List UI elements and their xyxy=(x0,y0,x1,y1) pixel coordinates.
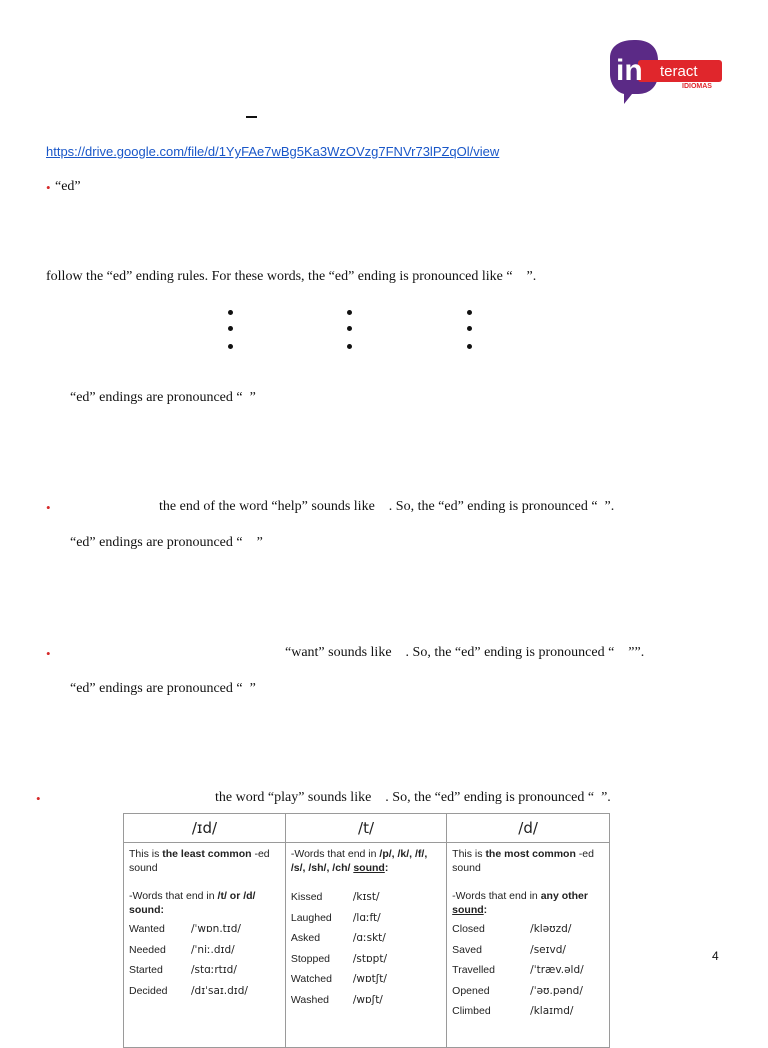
drive-link[interactable]: https://drive.google.com/file/d/1YyFAe7wBg5Ka3WzOVzg7FNVr73lPZqOl/view xyxy=(46,144,500,159)
ipa: /wɒtʃt/ xyxy=(352,973,387,986)
d-rule-b: any other xyxy=(540,890,588,902)
list-dot xyxy=(467,326,472,331)
title-dash xyxy=(246,116,257,118)
ipa: /ˈəʊ.pənd/ xyxy=(530,984,583,997)
ipa: /ˈwɒn.tɪd/ xyxy=(191,923,241,936)
ipa: /stɑːrtɪd/ xyxy=(191,964,237,977)
id-rule xyxy=(129,889,280,917)
word: Asked xyxy=(290,932,321,945)
logo-sub-text: IDIOMAS xyxy=(682,83,712,90)
id-rule-b: /t/ or /d/ sound: xyxy=(129,890,256,916)
ipa: /stɒpt/ xyxy=(352,952,387,965)
d-word-list xyxy=(452,919,604,1022)
list-item xyxy=(129,960,280,981)
d-rule-a: -Words that end in xyxy=(452,890,541,902)
word: Closed xyxy=(452,923,485,936)
list-dot xyxy=(467,310,472,315)
word: Started xyxy=(129,964,163,977)
t-rule-a: -Words that end in xyxy=(290,848,380,860)
list-dot xyxy=(347,310,352,315)
d-desc-a: This is xyxy=(452,848,486,860)
cell-d xyxy=(447,843,610,1048)
list-item xyxy=(452,919,604,940)
list-item xyxy=(291,928,441,949)
word: Climbed xyxy=(452,1005,491,1018)
d-rule-c: sound xyxy=(452,904,484,916)
table-body-row xyxy=(124,843,610,1048)
ipa: /ɑːskt/ xyxy=(352,932,386,945)
word: Opened xyxy=(452,984,490,997)
cell-t xyxy=(285,843,446,1048)
word: Needed xyxy=(129,943,166,956)
list-dot xyxy=(228,310,233,315)
list-item xyxy=(452,960,604,981)
header-t: /t/ xyxy=(285,814,446,843)
bullet-help: • xyxy=(46,500,51,515)
cell-id xyxy=(124,843,286,1048)
t-word-list xyxy=(291,887,441,1010)
d-rule: -Words that end in any other sound: xyxy=(452,890,588,916)
ed-line-3: “ed” endings are pronounced “ ” xyxy=(70,681,256,696)
ipa: /kɪst/ xyxy=(352,891,380,904)
word: Travelled xyxy=(452,964,495,977)
ipa: /ˈniː.dɪd/ xyxy=(191,943,235,956)
ed-line-1: “ed” endings are pronounced “ ” xyxy=(70,390,256,405)
ipa: /kləʊzd/ xyxy=(530,923,572,936)
id-desc-a: This is xyxy=(129,848,163,860)
id-desc-c: -ed sound xyxy=(129,848,270,874)
ipa: /dɪˈsaɪ.dɪd/ xyxy=(191,984,248,997)
list-item xyxy=(291,969,441,990)
list-dot xyxy=(467,344,472,349)
list-item xyxy=(129,940,280,961)
word: Watched xyxy=(290,973,332,986)
word: Saved xyxy=(452,943,482,956)
id-desc-b: the least common xyxy=(162,848,252,860)
t-rule-b: /p/, /k/, /f/, /s/, /sh/, /ch/ xyxy=(290,848,428,874)
bullet-play: • xyxy=(36,791,41,806)
list-item xyxy=(452,1001,604,1022)
ipa: /klaɪmd/ xyxy=(530,1005,574,1018)
ipa: /ˈtræv.əld/ xyxy=(530,964,584,977)
ed-line-2: “ed” endings are pronounced “ ” xyxy=(70,535,263,550)
header-d: /d/ xyxy=(447,814,610,843)
word: Decided xyxy=(129,984,168,997)
intro-line: “ed” xyxy=(55,179,81,194)
word: Kissed xyxy=(290,891,323,904)
logo-graphic xyxy=(606,40,724,106)
list-item xyxy=(291,887,441,908)
bullet-want: • xyxy=(46,646,51,661)
play-line: the word “play” sounds like . So, the “ed” ending is pronounced “ ”. xyxy=(215,790,611,805)
t-rule-c: sound xyxy=(353,862,385,874)
d-description xyxy=(452,847,604,875)
header-id: /ɪd/ xyxy=(124,814,286,843)
help-line: the end of the word “help” sounds like . So, the “ed” ending is pronounced “ ”. xyxy=(159,499,615,514)
word: Stopped xyxy=(290,952,330,965)
word: Wanted xyxy=(129,923,165,936)
id-rule-a: -Words that end in xyxy=(129,890,218,902)
ipa: /seɪvd/ xyxy=(530,943,566,956)
logo-teract-text: teract xyxy=(660,63,698,80)
list-item xyxy=(129,981,280,1002)
ipa: /wɒʃt/ xyxy=(352,993,383,1006)
list-item xyxy=(291,990,441,1011)
list-item xyxy=(291,908,441,929)
id-word-list xyxy=(129,919,280,1001)
list-dot xyxy=(347,326,352,331)
list-item xyxy=(291,949,441,970)
id-description xyxy=(129,847,280,875)
rules-line: follow the “ed” ending rules. For these words, the “ed” ending is pronounced like “ ”. xyxy=(46,269,537,284)
d-desc-c: -ed sound xyxy=(452,848,594,874)
ipa: /lɑːft/ xyxy=(352,911,381,924)
page-number: 4 xyxy=(712,949,719,963)
want-line: “want” sounds like . So, the “ed” ending is pronounced “ ””. xyxy=(285,645,645,660)
word: Laughed xyxy=(290,911,332,924)
list-dot xyxy=(228,344,233,349)
word: Washed xyxy=(290,993,330,1006)
t-rule: -Words that end in /p/, /k/, /f/, /s/, /sh/, /ch/ sound: xyxy=(290,848,428,874)
list-dot xyxy=(228,326,233,331)
ed-pronunciation-table xyxy=(123,813,610,1048)
interact-logo xyxy=(606,40,724,106)
list-dot xyxy=(347,344,352,349)
list-item xyxy=(452,981,604,1002)
logo-in-text: in xyxy=(616,54,643,87)
list-item xyxy=(452,940,604,961)
bullet-intro: • xyxy=(46,180,51,195)
table-header-row xyxy=(124,814,610,843)
list-item xyxy=(129,919,280,940)
d-desc-b: the most common xyxy=(485,848,576,860)
